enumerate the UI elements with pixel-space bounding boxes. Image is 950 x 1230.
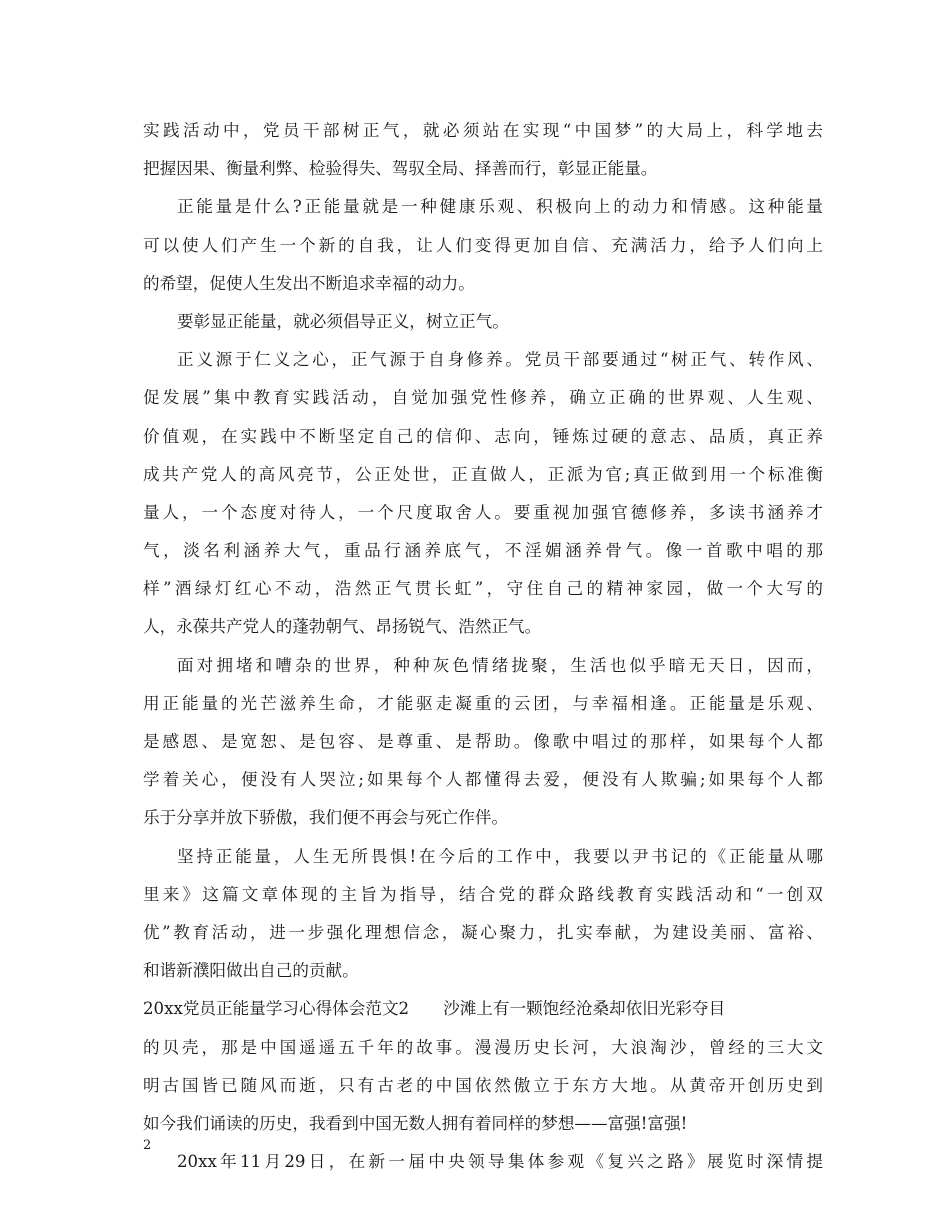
text-line: 促发展”集中教育实践活动，自觉加强党性修养，确立正确的世界观、人生观、 [143, 388, 823, 408]
section-essay-2 [143, 990, 823, 1143]
paragraph [143, 303, 823, 341]
text-line: 正能量是什么?正能量就是一种健康乐观、积极向上的动力和情感。这种能量 [177, 197, 823, 217]
text-line: 里来》这篇文章体现的主旨为指导，结合党的群众路线教育实践活动和“一创双 [143, 884, 823, 904]
text-line: 的贝壳，那是中国遥遥五千年的故事。漫漫历史长河，大浪淘沙，曾经的三大文 [143, 1037, 823, 1057]
paragraph [143, 112, 823, 188]
text-line: 面对拥堵和嘈杂的世界，种种灰色情绪拢聚，生活也似乎暗无天日，因而， [177, 655, 823, 675]
text-line: 把握因果、衡量利弊、检验得失、驾驭全局、择善而行，彰显正能量。 [143, 159, 658, 179]
text-line: 要彰显正能量，就必须倡导正义，树立正气。 [177, 311, 509, 331]
paragraph [143, 838, 823, 991]
page-number: 2 [143, 1138, 152, 1153]
text-line: 坚持正能量，人生无所畏惧!在今后的工作中，我要以尹书记的《正能量从哪 [177, 846, 823, 866]
text-line: 是感恩、是宽恕、是包容、是尊重、是帮助。像歌中唱过的那样，如果每个人都 [143, 732, 823, 751]
section-heading-line [143, 990, 823, 1028]
text-line: 和谐新濮阳做出自己的贡献。 [143, 961, 359, 981]
document-body [143, 112, 823, 1181]
section-heading: 20xx党员正能量学习心得体会范文2 [143, 999, 410, 1019]
text-line: 正义源于仁义之心，正气源于自身修养。党员干部要通过“树正气、转作风、 [177, 350, 823, 370]
text-line: 可以使人们产生一个新的自我，让人们变得更加自信、充满活力，给予人们向上 [143, 235, 823, 255]
text-line: 价值观，在实践中不断坚定自己的信仰、志向，锤炼过硬的意志、品质，真正养 [143, 426, 823, 446]
text-line: 用正能量的光芒滋养生命，才能驱走凝重的云团，与幸福相逢。正能量是乐观、 [143, 693, 823, 713]
text-line: 样”酒绿灯红心不动，浩然正气贯长虹”，守住自己的精神家园，做一个大写的 [143, 579, 823, 599]
paragraph [143, 188, 823, 303]
paragraph [143, 647, 823, 838]
text-line: 气，淡名利涵养大气，重品行涵养底气，不淫媚涵养骨气。像一首歌中唱的那 [143, 541, 823, 561]
paragraph [143, 1143, 823, 1181]
text-line: 量人，一个态度对待人，一个尺度取舍人。要重视加强官德修养，多读书涵养才 [143, 502, 823, 522]
text-line: 人，永葆共产党人的蓬勃朝气、昂扬锐气、浩然正气。 [143, 617, 542, 637]
text-line: 优”教育活动，进一步强化理想信念，凝心聚力，扎实奉献，为建设美丽、富裕、 [143, 922, 823, 942]
text-line: 20xx年11月29日，在新一届中央领导集体参观《复兴之路》展览时深情提 [177, 1152, 823, 1172]
text-line: 如今我们诵读的历史，我看到中国无数人拥有着同样的梦想——富强!富强! [143, 1113, 688, 1133]
text-line: 成共产党人的高风亮节，公正处世，正直做人，正派为官;真正做到用一个标准衡 [143, 464, 823, 484]
text-line: 实践活动中，党员干部树正气，就必须站在实现“中国梦”的大局上，科学地去 [143, 121, 823, 140]
text-line: 明古国皆已随风而逝，只有古老的中国依然傲立于东方大地。从黄帝开创历史到 [143, 1075, 823, 1095]
text-line: 学着关心，便没有人哭泣;如果每个人都懂得去爱，便没有人欺骗;如果每个人都 [143, 770, 823, 790]
text-line: 乐于分享并放下骄傲，我们便不再会与死亡作伴。 [143, 808, 509, 828]
text-line: 的希望，促使人生发出不断追求幸福的动力。 [143, 273, 475, 293]
paragraph [143, 341, 823, 647]
text-line: 沙滩上有一颗饱经沧桑却依旧光彩夺目 [443, 999, 726, 1019]
